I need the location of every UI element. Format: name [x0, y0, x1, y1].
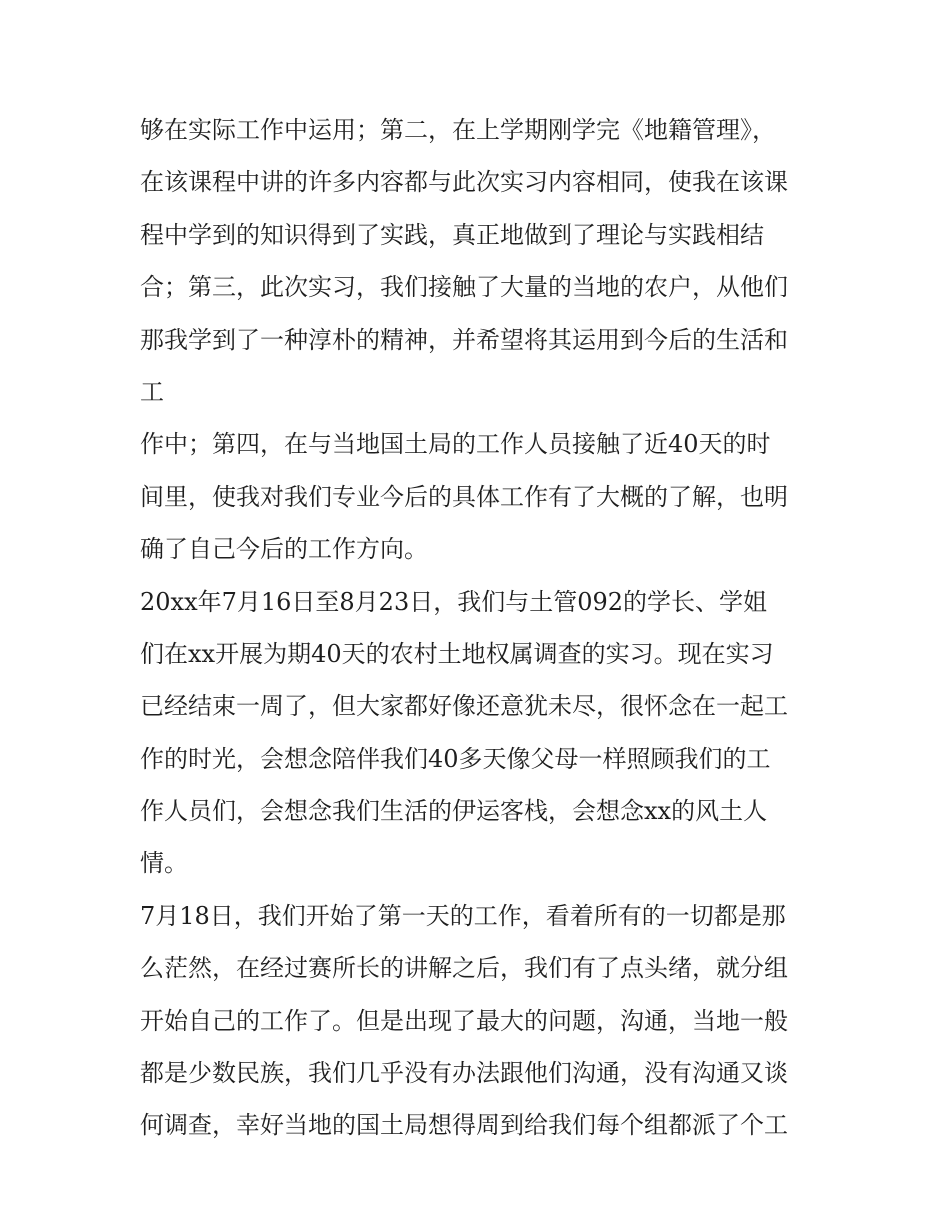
body-text	[140, 104, 820, 1152]
text-line: 够在实际工作中运用；第二，在上学期刚学完《地籍管理》，	[140, 116, 776, 144]
text-line: 们在xx开展为期40天的农村土地权属调查的实习。现在实习	[140, 639, 774, 668]
text-line: 确了自己今后的工作方向。	[140, 535, 428, 564]
text-line: 程中学到的知识得到了实践，真正地做到了理论与实践相结	[140, 220, 764, 249]
text-line: 么茫然，在经过赛所长的讲解之后，我们有了点头绪，就分组	[140, 954, 788, 983]
text-line: 情。	[140, 849, 188, 878]
text-line: 作人员们，会想念我们生活的伊运客栈，会想念xx的风土人	[140, 797, 768, 826]
text-line: 都是少数民族，我们几乎没有办法跟他们沟通，没有沟通又谈	[140, 1059, 788, 1088]
text-line: 间里，使我对我们专业今后的具体工作有了大概的了解，也明	[140, 482, 788, 511]
text-line: 工	[140, 377, 164, 406]
text-line: 7月18日，我们开始了第一天的工作，看着所有的一切都是那	[140, 901, 786, 930]
text-line: 在该课程中讲的许多内容都与此次实习内容相同，使我在该课	[140, 168, 788, 197]
text-line: 开始自己的工作了。但是出现了最大的问题，沟通，当地一般	[140, 1006, 788, 1035]
text-line: 何调查，幸好当地的国土局想得周到给我们每个组都派了个工	[140, 1111, 788, 1140]
text-line: 作中；第四，在与当地国土局的工作人员接触了近40天的时	[140, 430, 771, 459]
text-line: 20xx年7月16日至8月23日，我们与土管092的学长、学姐	[140, 587, 768, 616]
text-line: 合；第三，此次实习，我们接触了大量的当地的农户，从他们	[140, 273, 788, 302]
text-line: 那我学到了一种淳朴的精神，并希望将其运用到今后的生活和	[140, 325, 788, 354]
text-line: 已经结束一周了，但大家都好像还意犹未尽，很怀念在一起工	[140, 692, 788, 721]
text-line: 作的时光，会想念陪伴我们40多天像父母一样照顾我们的工	[140, 744, 771, 773]
